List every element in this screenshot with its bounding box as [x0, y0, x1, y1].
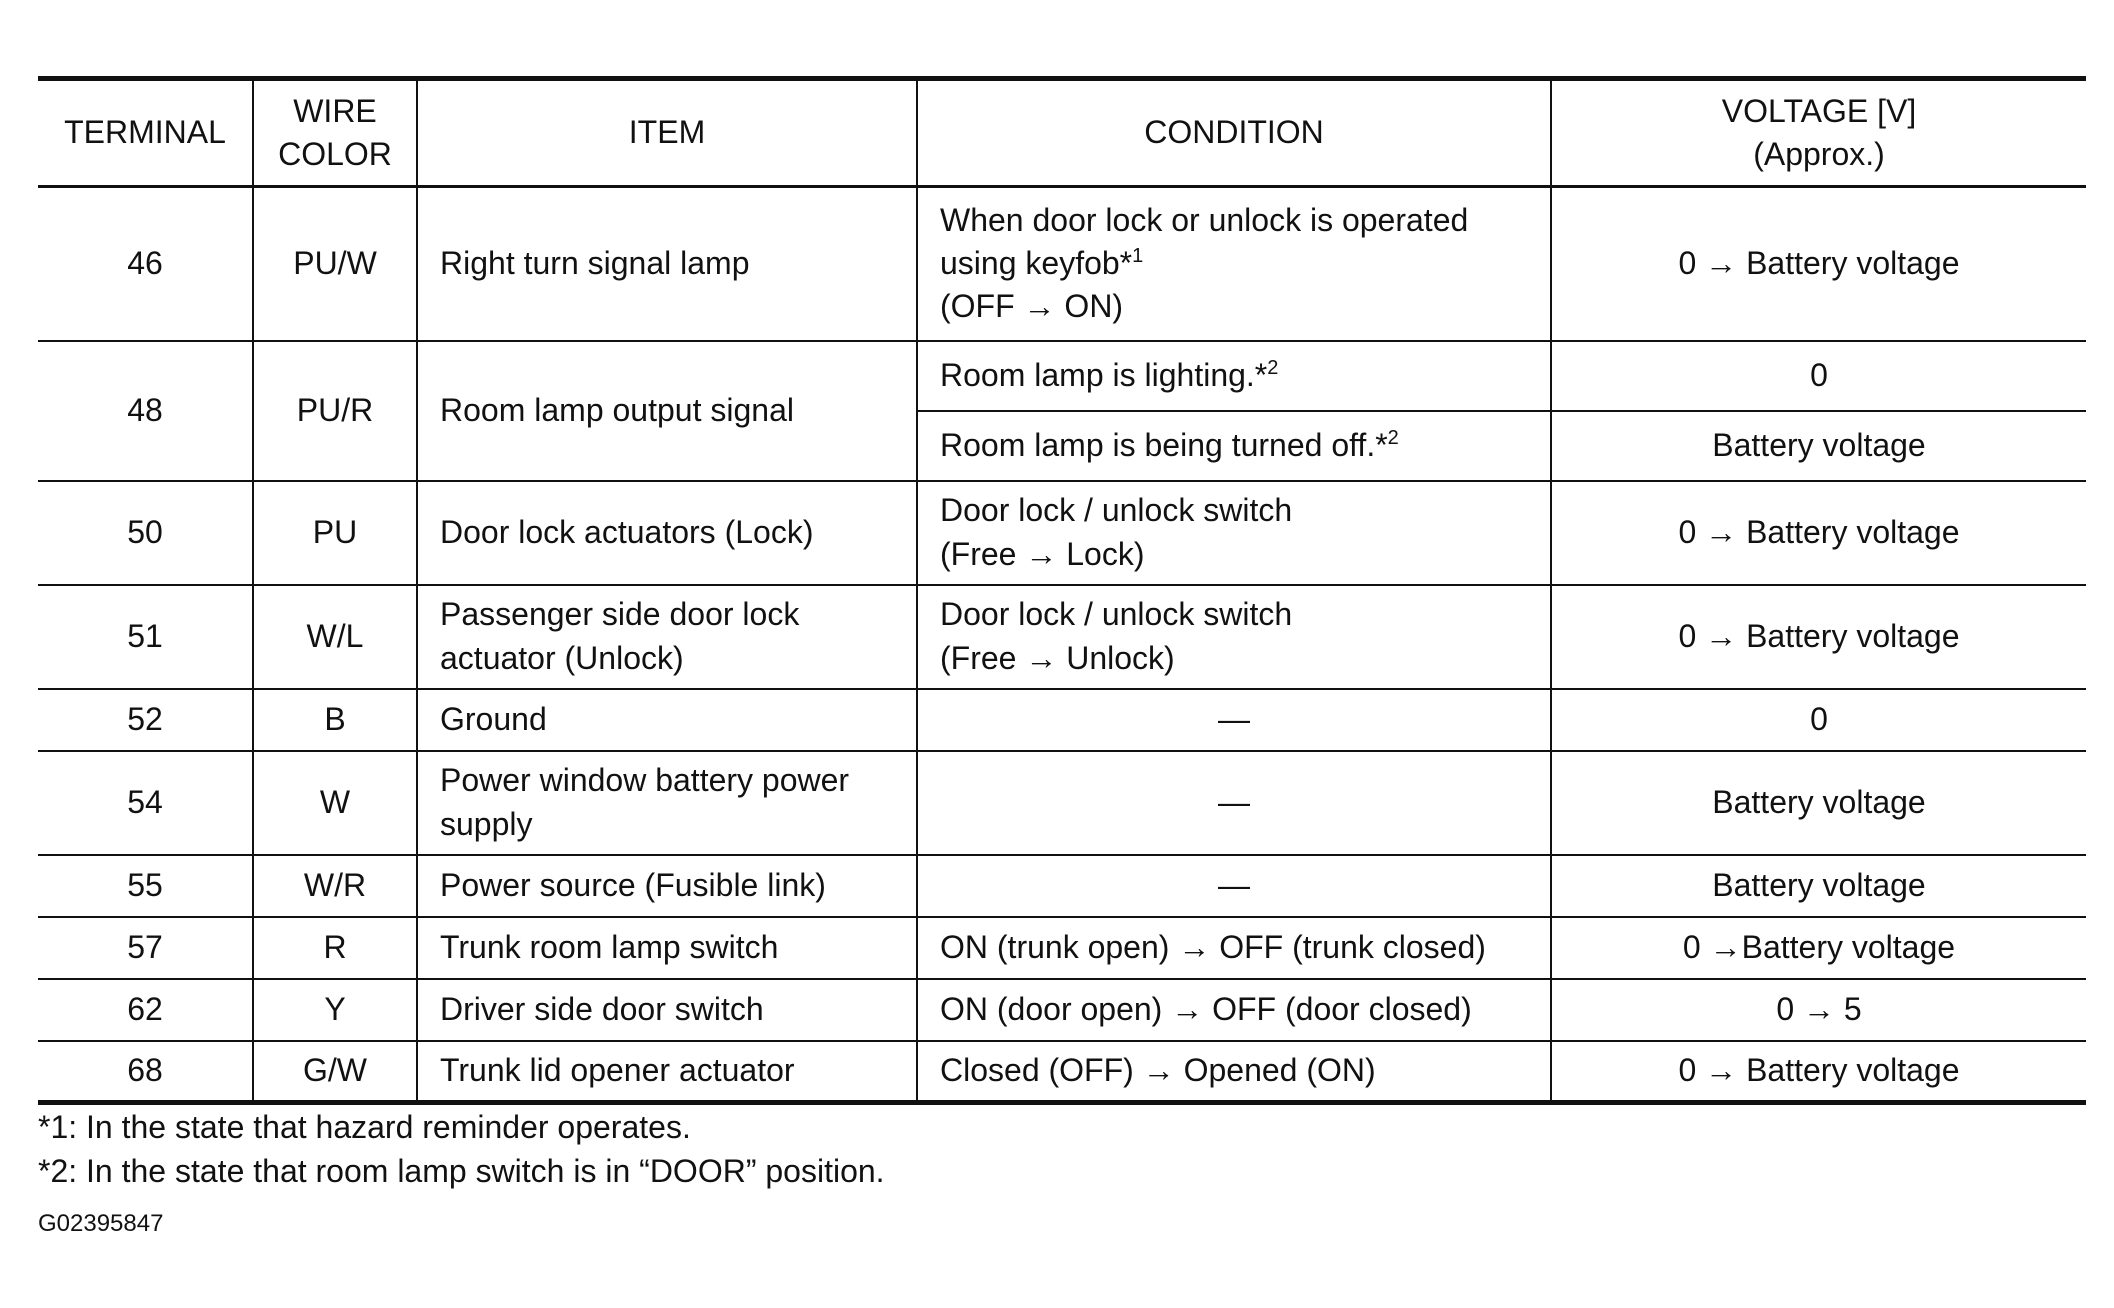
- condition-cell: Door lock / unlock switch (Free → Unlock): [917, 585, 1551, 689]
- table-row: [38, 979, 2086, 1041]
- voltage-cell: Battery voltage: [1551, 855, 2086, 917]
- condition-cell: —: [917, 689, 1551, 751]
- table-row: [38, 481, 2086, 585]
- footnote-ref: 1: [1132, 245, 1144, 268]
- item-cell: Driver side door switch: [417, 979, 917, 1041]
- wire-color-cell: Y: [253, 979, 417, 1041]
- wire-color-cell: W/L: [253, 585, 417, 689]
- item-cell: Passenger side door lock actuator (Unlock): [417, 585, 917, 689]
- table-row: [38, 689, 2086, 751]
- header-item: ITEM: [417, 79, 917, 187]
- condition-text: Room lamp is lighting.*: [940, 356, 1268, 393]
- item-cell: Ground: [417, 689, 917, 751]
- item-cell: Trunk lid opener actuator: [417, 1041, 917, 1103]
- item-cell: Door lock actuators (Lock): [417, 481, 917, 585]
- voltage-cell: 0 → Battery voltage: [1551, 1041, 2086, 1103]
- item-cell: Power window battery power supply: [417, 751, 917, 855]
- voltage-cell: 0 → 5: [1551, 979, 2086, 1041]
- item-cell: Power source (Fusible link): [417, 855, 917, 917]
- table-row: [38, 1041, 2086, 1103]
- terminal-cell: 51: [38, 585, 253, 689]
- condition-cell: [917, 411, 1551, 481]
- condition-cell: Door lock / unlock switch (Free → Lock): [917, 481, 1551, 585]
- condition-text: Room lamp is being turned off.*: [940, 426, 1388, 463]
- item-cell: Room lamp output signal: [417, 341, 917, 481]
- condition-cell: ON (trunk open) → OFF (trunk closed): [917, 917, 1551, 979]
- terminal-voltage-table: [38, 76, 2086, 1105]
- wire-color-cell: G/W: [253, 1041, 417, 1103]
- voltage-cell: 0: [1551, 341, 2086, 411]
- voltage-cell: 0 →Battery voltage: [1551, 917, 2086, 979]
- voltage-cell: Battery voltage: [1551, 751, 2086, 855]
- table-row: [38, 855, 2086, 917]
- table-row: [38, 187, 2086, 341]
- footnote-2: *2: In the state that room lamp switch is in “DOOR” position.: [38, 1153, 885, 1189]
- header-wire-color: WIRE COLOR: [253, 79, 417, 187]
- wire-color-cell: W: [253, 751, 417, 855]
- header-terminal: TERMINAL: [38, 79, 253, 187]
- voltage-cell: Battery voltage: [1551, 411, 2086, 481]
- terminal-cell: 68: [38, 1041, 253, 1103]
- header-voltage: VOLTAGE [V] (Approx.): [1551, 79, 2086, 187]
- voltage-cell: 0 → Battery voltage: [1551, 585, 2086, 689]
- wire-color-cell: W/R: [253, 855, 417, 917]
- header-row: [38, 79, 2086, 187]
- condition-cell: [917, 341, 1551, 411]
- footnote-ref: 2: [1387, 426, 1399, 449]
- condition-text-2: (OFF → ON): [940, 288, 1124, 325]
- wire-color-cell: R: [253, 917, 417, 979]
- table-row: [38, 917, 2086, 979]
- header-condition: CONDITION: [917, 79, 1551, 187]
- condition-text: When door lock or unlock is operated using keyfob*: [940, 201, 1469, 282]
- condition-cell: —: [917, 751, 1551, 855]
- wire-color-cell: PU/R: [253, 341, 417, 481]
- condition-cell: ON (door open) → OFF (door closed): [917, 979, 1551, 1041]
- condition-cell: Closed (OFF) → Opened (ON): [917, 1041, 1551, 1103]
- terminal-cell: 57: [38, 917, 253, 979]
- voltage-cell: 0 → Battery voltage: [1551, 481, 2086, 585]
- table-row: [38, 751, 2086, 855]
- table-row: [38, 585, 2086, 689]
- footnotes: [38, 1105, 885, 1193]
- terminal-cell: 62: [38, 979, 253, 1041]
- wire-color-cell: B: [253, 689, 417, 751]
- condition-cell: —: [917, 855, 1551, 917]
- terminal-cell: 46: [38, 187, 253, 341]
- terminal-cell: 50: [38, 481, 253, 585]
- voltage-cell: 0 → Battery voltage: [1551, 187, 2086, 341]
- item-cell: Right turn signal lamp: [417, 187, 917, 341]
- voltage-cell: 0: [1551, 689, 2086, 751]
- footnote-1: *1: In the state that hazard reminder operates.: [38, 1109, 691, 1145]
- terminal-cell: 52: [38, 689, 253, 751]
- wire-color-cell: PU/W: [253, 187, 417, 341]
- condition-cell: [917, 187, 1551, 341]
- figure-id: G02395847: [38, 1210, 164, 1237]
- footnote-ref: 2: [1267, 356, 1279, 379]
- table-row: [38, 341, 2086, 411]
- terminal-cell: 48: [38, 341, 253, 481]
- item-cell: Trunk room lamp switch: [417, 917, 917, 979]
- wire-color-cell: PU: [253, 481, 417, 585]
- terminal-cell: 55: [38, 855, 253, 917]
- terminal-cell: 54: [38, 751, 253, 855]
